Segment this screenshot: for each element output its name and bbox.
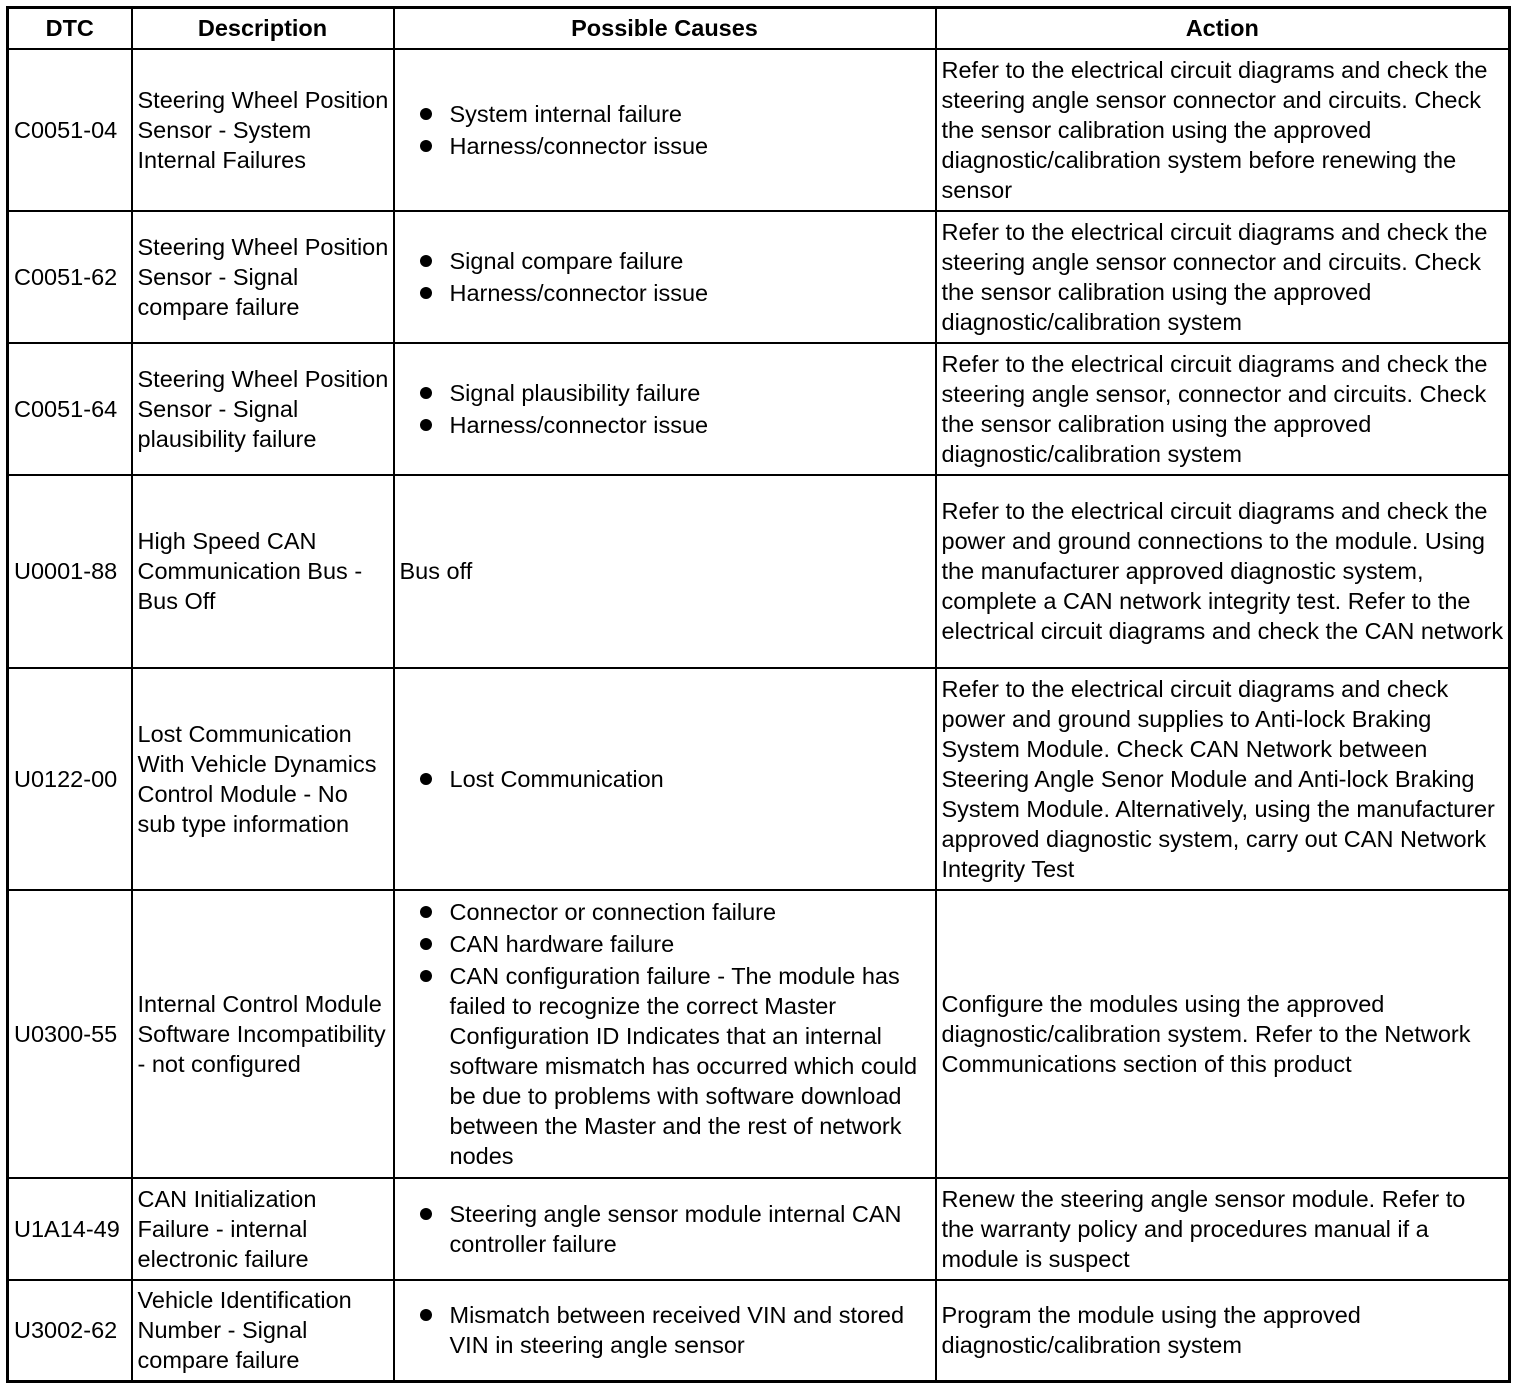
cause-item: Harness/connector issue [450, 410, 931, 440]
header-action: Action [936, 8, 1510, 49]
dtc-action: Refer to the electrical circuit diagrams and check power and ground supplies to Anti-lock Braking System Module. Check CAN Network between Steering Angle Senor Module and Anti-lock Braking System Module. Alternatively, using the manufacturer approved diagnostic system, carry out CAN Network Integrity Test [936, 668, 1510, 890]
causes-list [400, 378, 931, 440]
dtc-description: Internal Control Module Software Incompatibility - not configured [132, 890, 394, 1178]
cause-item: Harness/connector issue [450, 131, 931, 161]
dtc-description: High Speed CAN Communication Bus - Bus Off [132, 475, 394, 668]
header-possible-causes: Possible Causes [394, 8, 936, 49]
dtc-code: U0122-00 [8, 668, 132, 890]
dtc-action: Refer to the electrical circuit diagrams and check the power and ground connections to the module. Using the manufacturer approved diagnostic system, complete a CAN network integrity test. Refer to the electrical circuit diagrams and check the CAN network [936, 475, 1510, 668]
dtc-description: Steering Wheel Position Sensor - Signal plausibility failure [132, 343, 394, 475]
possible-causes [394, 211, 936, 343]
dtc-action: Renew the steering angle sensor module. Refer to the warranty policy and procedures manual if a module is suspect [936, 1178, 1510, 1280]
dtc-code: U0001-88 [8, 475, 132, 668]
cause-item: Signal plausibility failure [450, 378, 931, 408]
causes-list [400, 99, 931, 161]
causes-list [400, 1199, 931, 1259]
dtc-description: CAN Initialization Failure - internal electronic failure [132, 1178, 394, 1280]
dtc-description: Steering Wheel Position Sensor - System Internal Failures [132, 49, 394, 211]
dtc-code: C0051-04 [8, 49, 132, 211]
dtc-code: U1A14-49 [8, 1178, 132, 1280]
cause-item: Steering angle sensor module internal CAN controller failure [450, 1199, 931, 1259]
table-header [8, 8, 1510, 49]
table-row [8, 890, 1510, 1178]
cause-item: Signal compare failure [450, 246, 931, 276]
possible-causes [394, 1178, 936, 1280]
possible-causes [394, 668, 936, 890]
causes-list [400, 1300, 931, 1360]
possible-causes-text: Bus off [394, 475, 936, 668]
cause-item: Connector or connection failure [450, 897, 931, 927]
dtc-code: U3002-62 [8, 1280, 132, 1382]
cause-item: Harness/connector issue [450, 278, 931, 308]
dtc-action: Refer to the electrical circuit diagrams and check the steering angle sensor connector and circuits. Check the sensor calibration using the approved diagnostic/calibration system [936, 211, 1510, 343]
causes-list [400, 897, 931, 1171]
table-row [8, 1280, 1510, 1382]
table-row [8, 475, 1510, 668]
dtc-description: Steering Wheel Position Sensor - Signal compare failure [132, 211, 394, 343]
dtc-action: Configure the modules using the approved diagnostic/calibration system. Refer to the Network Communications section of this product [936, 890, 1510, 1178]
causes-list [400, 246, 931, 308]
cause-item: Mismatch between received VIN and stored VIN in steering angle sensor [450, 1300, 931, 1360]
cause-item: System internal failure [450, 99, 931, 129]
possible-causes [394, 343, 936, 475]
dtc-code: C0051-62 [8, 211, 132, 343]
dtc-action: Program the module using the approved diagnostic/calibration system [936, 1280, 1510, 1382]
dtc-action: Refer to the electrical circuit diagrams and check the steering angle sensor, connector and circuits. Check the sensor calibration using the approved diagnostic/calibration system [936, 343, 1510, 475]
dtc-code: C0051-64 [8, 343, 132, 475]
possible-causes [394, 49, 936, 211]
table-body [8, 49, 1510, 1382]
dtc-table [6, 6, 1511, 1383]
table-row [8, 1178, 1510, 1280]
dtc-description: Lost Communication With Vehicle Dynamics Control Module - No sub type information [132, 668, 394, 890]
table-row [8, 668, 1510, 890]
cause-item: CAN hardware failure [450, 929, 931, 959]
cause-item: Lost Communication [450, 764, 931, 794]
possible-causes [394, 890, 936, 1178]
header-row [8, 8, 1510, 49]
causes-list [400, 764, 931, 794]
header-description: Description [132, 8, 394, 49]
header-dtc: DTC [8, 8, 132, 49]
dtc-code: U0300-55 [8, 890, 132, 1178]
table-row [8, 343, 1510, 475]
possible-causes [394, 1280, 936, 1382]
cause-item: CAN configuration failure - The module has failed to recognize the correct Master Configuration ID Indicates that an internal software mismatch has occurred which could be due to problems with software download between the Master and the rest of network nodes [450, 961, 931, 1171]
dtc-action: Refer to the electrical circuit diagrams and check the steering angle sensor connector and circuits. Check the sensor calibration using the approved diagnostic/calibration system before renewing the sensor [936, 49, 1510, 211]
table-row [8, 49, 1510, 211]
dtc-description: Vehicle Identification Number - Signal compare failure [132, 1280, 394, 1382]
table-row [8, 211, 1510, 343]
